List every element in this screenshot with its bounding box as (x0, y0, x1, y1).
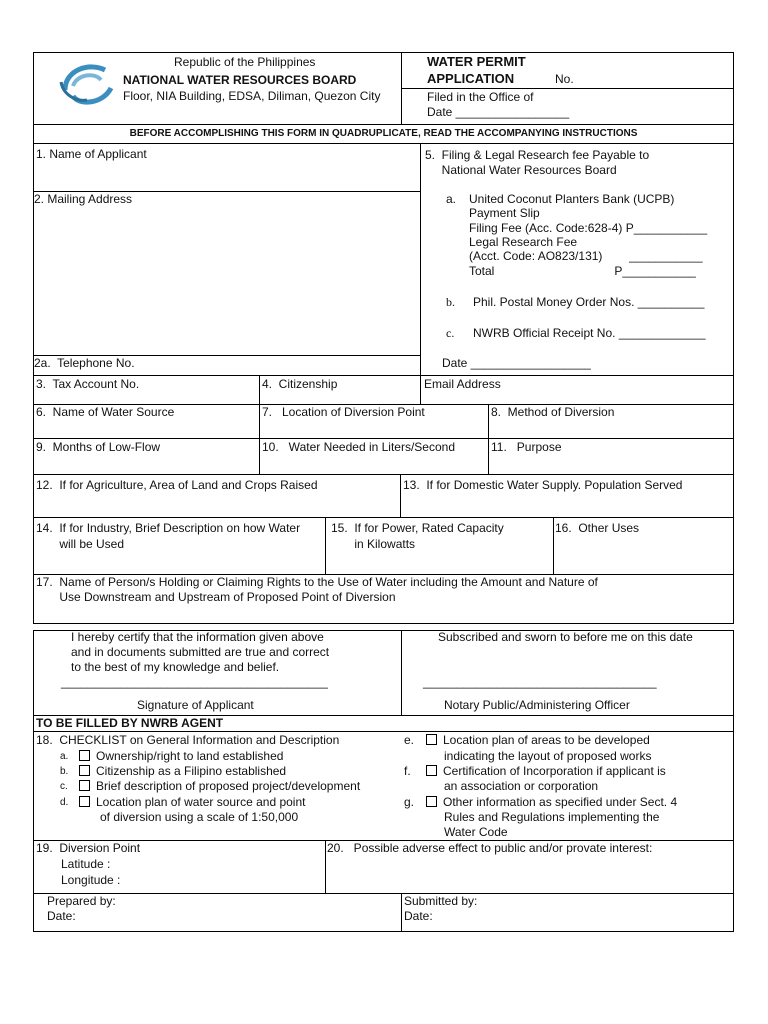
checklist-d-cont: of diversion using a scale of 1:50,000 (100, 810, 299, 824)
checklist-e-cont: indicating the layout of proposed works (444, 749, 652, 763)
checkbox-f[interactable] (426, 765, 437, 776)
checklist-f-cont: an association or corporation (444, 779, 599, 793)
checkbox-b[interactable] (79, 765, 90, 776)
sworn-statement: Subscribed and sworn to before me on this date (438, 630, 693, 644)
checklist-g[interactable] (426, 795, 677, 810)
board-address: Floor, NIA Building, EDSA, Diliman, Quezon City (123, 89, 381, 103)
checklist-c[interactable] (79, 779, 360, 794)
agent-heading: TO BE FILLED BY NWRB AGENT (36, 716, 224, 730)
checklist-c-text: Brief description of proposed project/development (96, 779, 361, 793)
row-signoff-div (401, 893, 402, 932)
legal-research-fee-label: Legal Research Fee (469, 235, 578, 249)
filed-date-field[interactable]: Date _________________ (427, 105, 570, 119)
fee-date-field[interactable]: Date __________________ (442, 356, 591, 370)
fee-item-c-letter: c. (446, 326, 455, 340)
certify-line-1: I hereby certify that the information given above (71, 630, 324, 644)
certification-divider (401, 630, 402, 716)
checklist-b-text: Citizenship as a Filipino established (96, 764, 287, 778)
checkbox-g[interactable] (426, 796, 437, 807)
checkbox-c[interactable] (79, 780, 90, 791)
row-industry-div1 (325, 517, 326, 575)
notary-label: Notary Public/Administering Officer (444, 698, 630, 712)
checklist-heading: 18. CHECKLIST on General Information and Description (36, 733, 340, 747)
board-name: NATIONAL WATER RESOURCES BOARD (123, 73, 357, 87)
row-diversion-div (325, 840, 326, 894)
water-needed-field[interactable]: 10. Water Needed in Liters/Second (262, 440, 455, 454)
filing-fee-field[interactable]: Filing Fee (Acc. Code:628-4) P___________ (469, 221, 708, 235)
power-capacity-field-2: in Kilowatts (331, 537, 416, 551)
checklist-b-letter: b. (60, 766, 69, 777)
applicant-signature-line[interactable]: ________________________________________ (61, 675, 328, 689)
instruction-text: BEFORE ACCOMPLISHING THIS FORM IN QUADRUPLICATE, READ THE ACCOMPANYING INSTRUCTIONS (129, 128, 638, 139)
diversion-method-field[interactable]: 8. Method of Diversion (491, 405, 615, 419)
checkbox-a[interactable] (79, 750, 90, 761)
certify-line-2: and in documents submitted are true and correct (71, 645, 330, 659)
checklist-f-letter: f. (404, 764, 411, 778)
fee-item-a-letter: a. (446, 192, 457, 206)
row-tax-div2 (420, 375, 421, 405)
latitude-field[interactable]: Latitude : (61, 857, 111, 871)
checklist-b[interactable] (79, 764, 286, 779)
submitted-by-field[interactable]: Submitted by: (404, 894, 478, 908)
applicant-block-divider (420, 143, 421, 376)
checklist-g-letter: g. (404, 795, 415, 809)
checklist-f-text: Certification of Incorporation if applicant is (443, 764, 666, 778)
row-agriculture-div (400, 474, 401, 518)
prepared-by-field[interactable]: Prepared by: (47, 894, 116, 908)
fee-heading-1: 5. Filing & Legal Research fee Payable to (425, 148, 650, 162)
checklist-d[interactable] (79, 795, 305, 810)
longitude-field[interactable]: Longitude : (61, 873, 121, 887)
checkbox-d[interactable] (79, 796, 90, 807)
checklist-a-text: Ownership/right to land established (96, 749, 284, 763)
domestic-supply-field[interactable]: 13. If for Domestic Water Supply. Population Served (403, 478, 683, 492)
submitted-date-field[interactable]: Date: (404, 909, 433, 923)
total-fee-field[interactable]: Total P___________ (469, 264, 696, 278)
form-title-line1: WATER PERMIT (427, 54, 526, 69)
fee-item-b-letter: b. (446, 295, 455, 309)
checklist-a-letter: a. (60, 751, 69, 762)
mailing-address-field[interactable]: 2. Mailing Address (34, 192, 133, 206)
industry-field-1[interactable]: 14. If for Industry, Brief Description on how Water (36, 521, 301, 535)
purpose-field[interactable]: 11. Purpose (491, 440, 562, 454)
agriculture-field[interactable]: 12. If for Agriculture, Area of Land and Crops Raised (36, 478, 318, 492)
header-right-divider (401, 88, 734, 89)
checklist-c-letter: c. (60, 781, 68, 792)
adverse-effect-field[interactable]: 20. Possible adverse effect to public and/or provate interest: (327, 841, 653, 855)
notary-signature-line[interactable]: ___________________________________ (423, 675, 657, 689)
citizenship-field[interactable]: 4. Citizenship (262, 377, 338, 391)
fee-item-a-slip: Payment Slip (469, 206, 540, 220)
filed-label: Filed in the Office of (427, 90, 534, 104)
water-rights-field-1[interactable]: 17. Name of Person/s Holding or Claiming Rights to the Use of Water including the Amount and Nature of (36, 575, 598, 589)
official-receipt-field[interactable]: NWRB Official Receipt No. _____________ (473, 326, 706, 340)
water-permit-form (33, 52, 734, 932)
checklist-f[interactable] (426, 764, 666, 779)
diversion-location-field[interactable]: 7. Location of Diversion Point (262, 405, 425, 419)
checklist-e-letter: e. (404, 733, 415, 747)
checklist-a[interactable] (79, 749, 283, 764)
industry-field-2: will be Used (36, 537, 125, 551)
diversion-point-label: 19. Diversion Point (36, 841, 141, 855)
telephone-field[interactable]: 2a. Telephone No. (34, 356, 135, 370)
checklist-g-cont2: Water Code (444, 825, 508, 839)
checklist-d-text: Location plan of water source and point (96, 795, 306, 809)
checklist-e-text: Location plan of areas to be developed (443, 733, 650, 747)
applicant-name-field[interactable]: 1. Name of Applicant (36, 147, 147, 161)
power-capacity-field-1[interactable]: 15. If for Power, Rated Capacity (331, 521, 504, 535)
certify-line-3: to the best of my knowledge and belief. (71, 660, 280, 674)
fee-item-a-bank: United Coconut Planters Bank (UCPB) (469, 192, 675, 206)
prepared-date-field[interactable]: Date: (47, 909, 76, 923)
row-industry-div2 (553, 517, 554, 575)
water-rights-field-2: Use Downstream and Upstream of Proposed Point of Diversion (36, 590, 396, 604)
legal-research-fee-field[interactable]: (Acct. Code: AO823/131) ___________ (469, 249, 703, 263)
low-flow-months-field[interactable]: 9. Months of Low-Flow (36, 440, 161, 454)
fee-heading-2: National Water Resources Board (425, 163, 617, 177)
checklist-d-letter: d. (60, 797, 69, 808)
tax-account-field[interactable]: 3. Tax Account No. (36, 377, 140, 391)
applicant-signature-label: Signature of Applicant (137, 698, 254, 712)
other-uses-field[interactable]: 16. Other Uses (555, 521, 640, 535)
application-number-label: No. (555, 72, 574, 86)
row-tax-div1 (259, 375, 260, 405)
water-source-field[interactable]: 6. Name of Water Source (36, 405, 175, 419)
form-title-line2: APPLICATION (427, 71, 515, 86)
postal-money-order-field[interactable]: Phil. Postal Money Order Nos. __________ (473, 295, 705, 309)
republic-line: Republic of the Philippines (174, 55, 316, 69)
checkbox-e[interactable] (426, 734, 437, 745)
email-field[interactable]: Email Address (424, 377, 501, 391)
checklist-g-text: Other information as specified under Sect. 4 (443, 795, 678, 809)
checklist-e[interactable] (426, 733, 650, 748)
checklist-g-cont1: Rules and Regulations implementing the (444, 810, 660, 824)
nwrb-logo (59, 60, 119, 106)
row-signoff (33, 893, 734, 932)
